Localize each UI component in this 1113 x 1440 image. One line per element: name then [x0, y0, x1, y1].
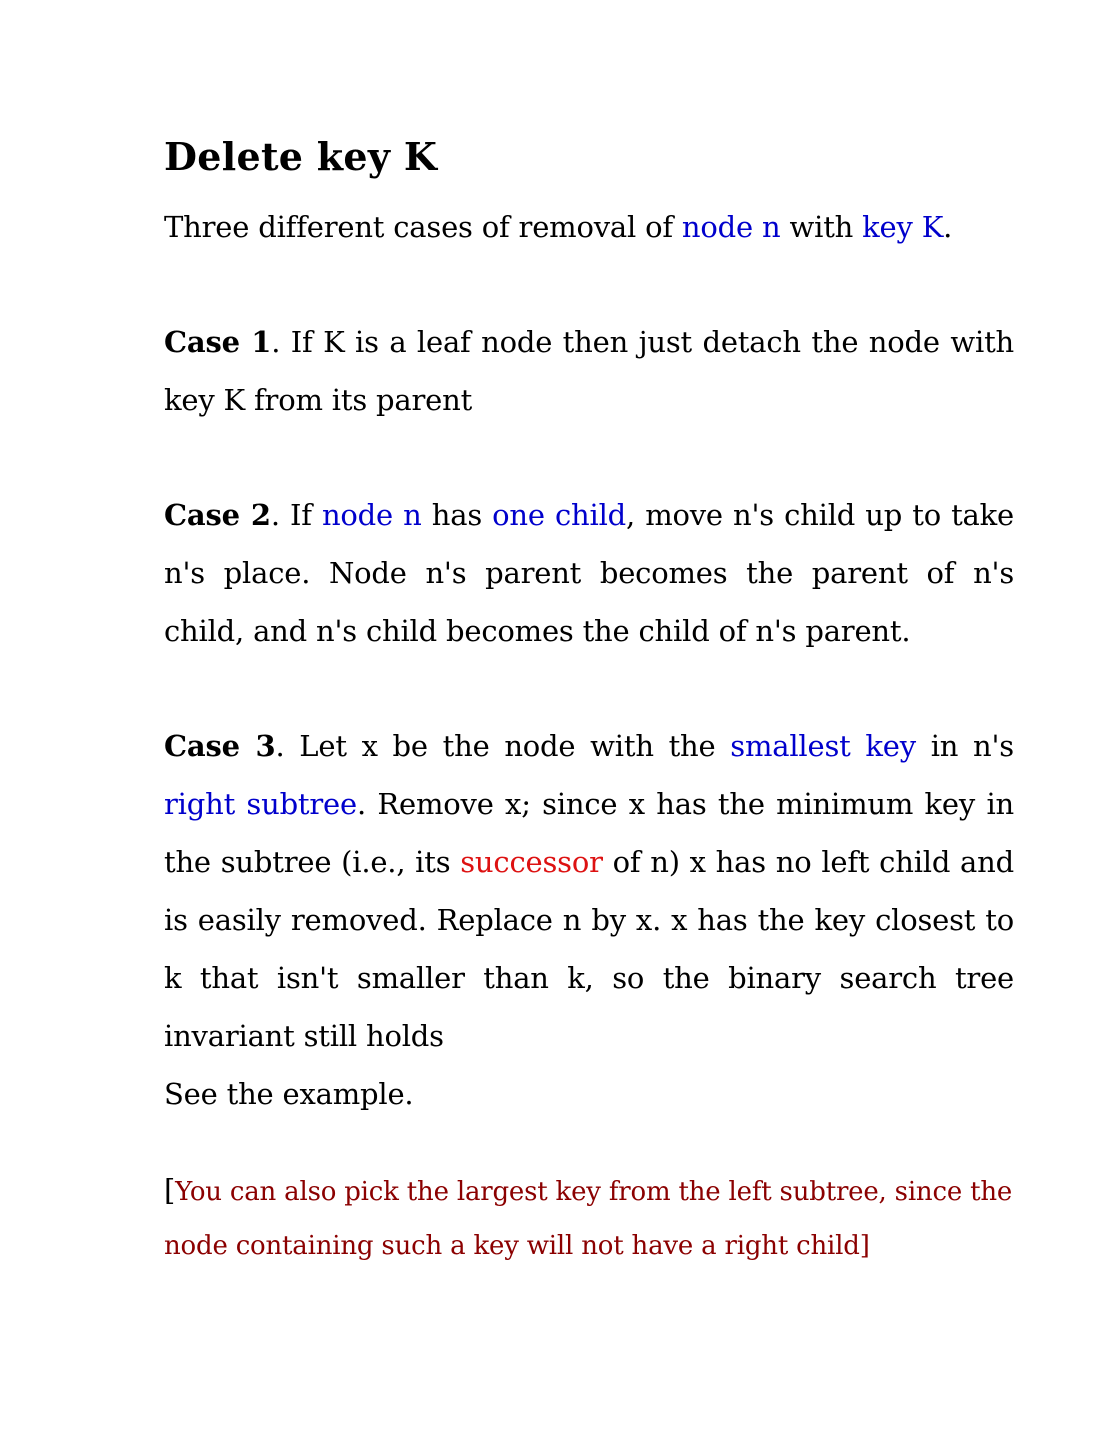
case-3-text-1: . Let x be the node with the — [275, 729, 731, 763]
case-2-label: Case 2 — [164, 498, 271, 532]
note-close-bracket: ] — [859, 1231, 870, 1261]
case-3-highlight-right-subtree: right subtree — [164, 787, 357, 821]
case-3-highlight-successor: successor — [460, 845, 603, 879]
case-2-highlight-one-child: one child — [492, 498, 627, 532]
case-3-text-2: in n's — [915, 729, 1014, 763]
case-1-label: Case 1 — [164, 325, 272, 359]
case-2-highlight-node-n: node n — [321, 498, 422, 532]
case-2-paragraph — [164, 486, 1014, 660]
case-2-text-3: , move n's child up to take n's place. Node n's parent becomes the parent of n's child, and n's child becomes the child of n's parent. — [164, 498, 1014, 648]
case-3-highlight-smallest-key: smallest key — [730, 729, 916, 763]
intro-paragraph — [164, 198, 1014, 256]
page-title: Delete key K — [164, 134, 438, 179]
case-2-text-1: . If — [270, 498, 322, 532]
case-2-text-2: has — [421, 498, 493, 532]
case-3-text-3: . Remove x; since x has the minimum key in the subtree (i.e., its — [164, 787, 1014, 879]
case-1-paragraph — [164, 313, 1014, 429]
case-3-text-4: of n) x has no left child and is easily removed. Replace n by x. x has the key closest to k that isn't smaller than k, so the binary search tree invariant still holds — [164, 845, 1014, 1053]
intro-text-3: . — [943, 210, 953, 244]
document-page — [164, 128, 1014, 1273]
case-1-text: . If K is a leaf node then just detach the node with key K from its parent — [164, 325, 1015, 417]
case-3-paragraph — [164, 717, 1014, 1065]
intro-highlight-node-n: node n — [681, 210, 781, 244]
note-open-bracket: [ — [164, 1173, 176, 1207]
case-3-label: Case 3 — [164, 729, 276, 763]
see-example-text: See the example. — [164, 1077, 414, 1111]
intro-highlight-key-k: key K — [862, 210, 944, 244]
note-text: You can also pick the largest key from the left subtree, since the node containing such a key will not have a right child — [164, 1177, 1013, 1261]
intro-text-1: Three different cases of removal of — [164, 210, 682, 244]
note-paragraph — [164, 1163, 1014, 1273]
intro-text-2: with — [780, 210, 863, 244]
